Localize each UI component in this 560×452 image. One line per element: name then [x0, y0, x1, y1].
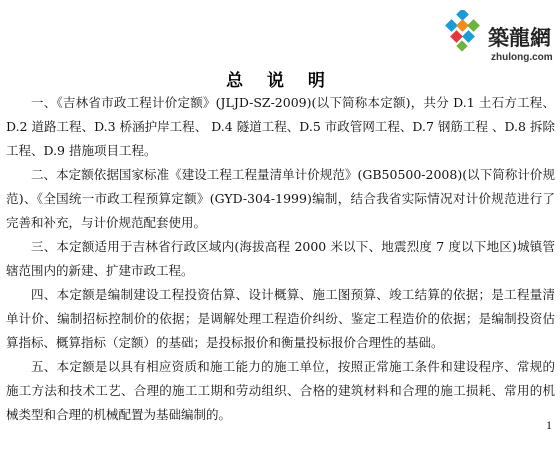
paragraph: 二、本定额依据国家标准《建设工程工程量清单计价规范》(GB50500-2008)(以下简称计价规范)、《全国统一市政工程预算定额》(GYD-304-1999)编制，结合我省实际情况对计价规范进行了完善和补充，与计价规范配套使用。	[6, 167, 555, 230]
document-body	[6, 91, 555, 427]
document-title: 总 说 明	[226, 71, 334, 91]
paragraph: 一、《吉林省市政工程计价定额》(JLJD-SZ-2009)(以下简称本定额)，共分 D.1 土石方工程、D.2 道路工程、D.3 桥涵护岸工程、 D.4 隧道工程、D.5 市政管网工程、D.7 钢筋工程 、D.8 拆除工程、D.9 措施项目工程。	[6, 95, 555, 158]
zhulong-logo	[444, 8, 556, 66]
logo-name: 築龍網	[488, 26, 551, 50]
zhulong-logo-icon	[444, 10, 486, 52]
logo-domain: zhulong.com	[491, 52, 553, 63]
paragraph: 五、本定额是以具有相应资质和施工能力的施工单位，按照正常施工条件和建设程序、常规的施工方法和技术工艺、合理的施工工期和劳动组织、合格的建筑材料和合理的施工损耗、常用的机械类型和合理的机械配置为基础编制的。	[6, 359, 555, 422]
page-number: 1	[546, 418, 552, 432]
paragraph: 三、本定额适用于吉林省行政区域内(海拔高程 2000 米以下、地震烈度 7 度以下地区)城镇管辖范围内的新建、扩建市政工程。	[6, 239, 555, 278]
paragraph: 四、本定额是编制建设工程投资估算、设计概算、施工图预算、竣工结算的依据；是工程量清单计价、编制招标控制价的依据；是调解处理工程造价纠纷、鉴定工程造价的依据；是编制投资估算指标、概算指标（定额）的基础；是投标报价和衡量投标报价合理性的基础。	[6, 287, 555, 350]
